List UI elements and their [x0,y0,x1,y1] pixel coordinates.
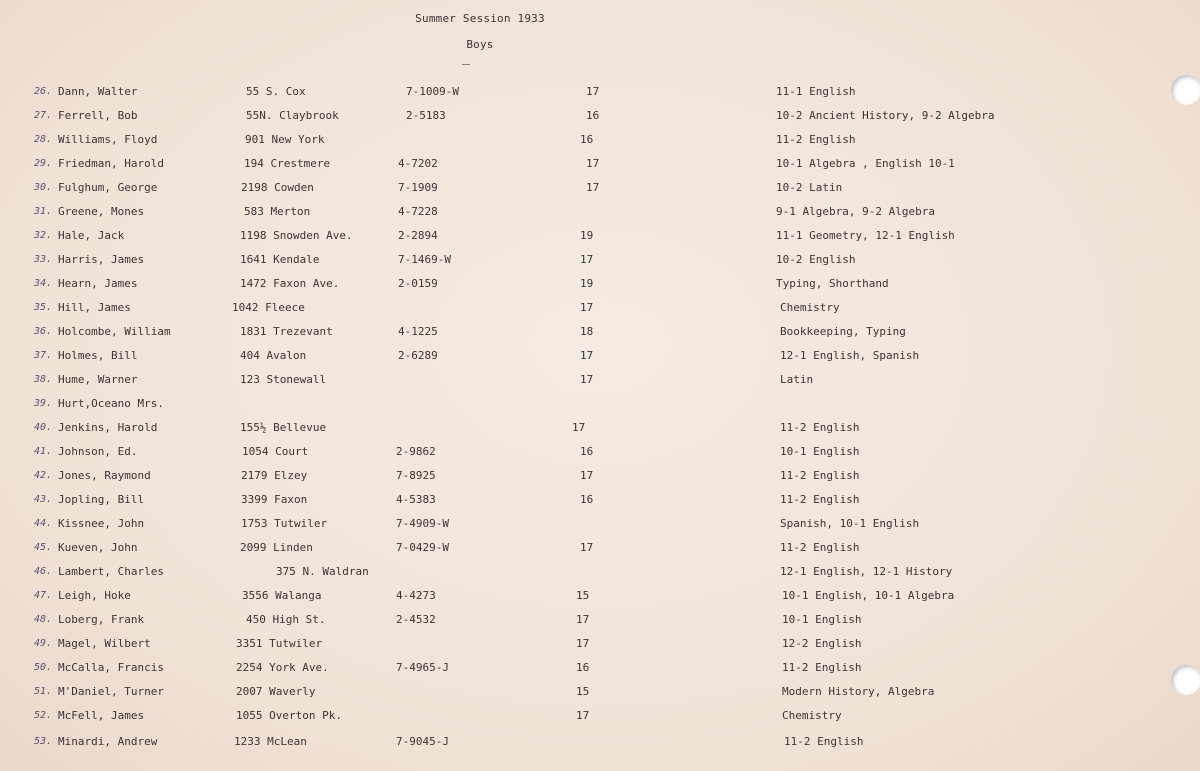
student-name: Holmes, Bill [58,349,138,362]
address: 583 Merton [244,205,311,218]
age: 16 [580,445,594,458]
table-row [0,276,1200,292]
address: 1641 Kendale [240,253,320,266]
subjects: 12-1 English, Spanish [780,349,920,362]
age: 17 [580,349,594,362]
table-row [0,348,1200,364]
student-name: Hurt,Oceano Mrs. [58,397,164,410]
address: 2198 Cowden [241,181,314,194]
phone-number: 2-2894 [398,229,438,242]
phone-number: 2-5183 [406,109,446,122]
age: 17 [580,253,594,266]
student-name: Loberg, Frank [58,613,145,626]
phone-number: 7-8925 [396,469,436,482]
student-name: Magel, Wilbert [58,637,151,650]
address: 450 High St. [246,613,326,626]
row-number: 32. [34,230,53,241]
row-number: 47. [34,590,53,601]
age: 17 [576,637,590,650]
phone-number: 4-7228 [398,205,438,218]
row-number: 45. [34,542,53,553]
page-title: Summer Session 1933 [415,12,545,25]
student-name: M'Daniel, Turner [58,685,164,698]
table-row [0,108,1200,124]
age: 17 [576,613,590,626]
row-number: 48. [34,614,53,625]
row-number: 51. [34,686,53,697]
age: 17 [580,301,594,314]
table-row [0,564,1200,580]
phone-number: 4-1225 [398,325,438,338]
age: 16 [586,109,600,122]
row-number: 52. [34,710,53,721]
row-number: 36. [34,326,53,337]
student-name: Greene, Mones [58,205,145,218]
row-number: 42. [34,470,53,481]
address: 375 N. Waldran [276,565,369,578]
subjects: 10-1 English [780,445,860,458]
age: 17 [586,157,600,170]
address: 1055 Overton Pk. [236,709,342,722]
subjects: 11-2 English [776,133,856,146]
row-number: 46. [34,566,53,577]
table-row [0,132,1200,148]
student-name: McCalla, Francis [58,661,164,674]
address: 1054 Court [242,445,309,458]
age: 19 [580,229,594,242]
punch-hole [1171,75,1200,105]
student-name: Kueven, John [58,541,138,554]
student-name: Jenkins, Harold [58,421,158,434]
phone-number: 7-1009-W [406,85,459,98]
address: 1042 Fleece [232,301,305,314]
student-name: Johnson, Ed. [58,445,138,458]
age: 18 [580,325,594,338]
address: 3399 Faxon [241,493,308,506]
subjects: Chemistry [782,709,842,722]
age: 17 [586,85,600,98]
age: 15 [576,685,590,698]
student-name: McFell, James [58,709,145,722]
phone-number: 4-5383 [396,493,436,506]
subjects: 10-1 English [782,613,862,626]
address: 2254 York Ave. [236,661,329,674]
table-row [0,708,1200,724]
address: 55 S. Cox [246,85,306,98]
table-row [0,612,1200,628]
subjects: Bookkeeping, Typing [780,325,906,338]
student-name: Hale, Jack [58,229,125,242]
table-row [0,684,1200,700]
phone-number: 7-4909-W [396,517,449,530]
table-row [0,540,1200,556]
subjects: Modern History, Algebra [782,685,935,698]
phone-number: 2-0159 [398,277,438,290]
table-row [0,252,1200,268]
student-name: Minardi, Andrew [58,735,158,748]
age: 16 [576,661,590,674]
subjects: 12-2 English [782,637,862,650]
row-number: 29. [34,158,53,169]
phone-number: 7-9045-J [396,735,449,748]
address: 1472 Faxon Ave. [240,277,340,290]
student-name: Hume, Warner [58,373,138,386]
age: 19 [580,277,594,290]
row-number: 30. [34,182,53,193]
student-name: Holcombe, William [58,325,171,338]
row-number: 44. [34,518,53,529]
address: 194 Crestmere [244,157,331,170]
row-number: 39. [34,398,53,409]
table-row [0,396,1200,412]
table-row [0,300,1200,316]
address: 1831 Trezevant [240,325,333,338]
address: 2007 Waverly [236,685,316,698]
table-row [0,156,1200,172]
student-name: Hearn, James [58,277,138,290]
student-name: Dann, Walter [58,85,138,98]
age: 17 [576,709,590,722]
header-dash [462,64,470,65]
address: 1753 Tutwiler [241,517,328,530]
age: 17 [580,541,594,554]
table-row [0,420,1200,436]
subjects: 11-2 English [784,735,864,748]
subjects: Chemistry [780,301,840,314]
address: 3556 Walanga [242,589,322,602]
table-row [0,636,1200,652]
row-number: 50. [34,662,53,673]
address: 1233 McLean [234,735,307,748]
age: 17 [586,181,600,194]
row-number: 35. [34,302,53,313]
row-number: 37. [34,350,53,361]
phone-number: 4-7202 [398,157,438,170]
subjects: 11-2 English [782,661,862,674]
student-name: Friedman, Harold [58,157,164,170]
subjects: 10-1 English, 10-1 Algebra [782,589,955,602]
table-row [0,468,1200,484]
table-row [0,228,1200,244]
age: 16 [580,493,594,506]
address: 1198 Snowden Ave. [240,229,353,242]
student-name: Harris, James [58,253,145,266]
address: 2099 Linden [240,541,313,554]
age: 15 [576,589,590,602]
phone-number: 2-9862 [396,445,436,458]
row-number: 49. [34,638,53,649]
subjects: 12-1 English, 12-1 History [780,565,953,578]
student-name: Fulghum, George [58,181,158,194]
table-row [0,84,1200,100]
row-number: 31. [34,206,53,217]
page-subtitle: Boys [466,38,494,51]
row-number: 53. [34,736,53,747]
age: 17 [572,421,586,434]
table-row [0,660,1200,676]
student-name: Jopling, Bill [58,493,145,506]
table-row [0,492,1200,508]
age: 17 [580,373,594,386]
student-name: Kissnee, John [58,517,145,530]
address: 2179 Elzey [241,469,308,482]
punch-hole [1171,665,1200,695]
table-row [0,516,1200,532]
phone-number: 7-4965-J [396,661,449,674]
phone-number: 7-1469-W [398,253,451,266]
student-name: Ferrell, Bob [58,109,138,122]
subjects: Typing, Shorthand [776,277,889,290]
address: 404 Avalon [240,349,307,362]
row-number: 38. [34,374,53,385]
row-number: 43. [34,494,53,505]
row-number: 40. [34,422,53,433]
phone-number: 2-4532 [396,613,436,626]
subjects: 10-1 Algebra , English 10-1 [776,157,955,170]
row-number: 33. [34,254,53,265]
address: 901 New York [245,133,325,146]
row-number: 27. [34,110,53,121]
subjects: 11-1 Geometry, 12-1 English [776,229,955,242]
student-name: Lambert, Charles [58,565,164,578]
row-number: 26. [34,86,53,97]
row-number: 28. [34,134,53,145]
phone-number: 4-4273 [396,589,436,602]
table-row [0,734,1200,750]
table-row [0,372,1200,388]
subjects: 10-2 English [776,253,856,266]
phone-number: 7-0429-W [396,541,449,554]
age: 16 [580,133,594,146]
student-name: Williams, Floyd [58,133,158,146]
table-row [0,444,1200,460]
table-row [0,588,1200,604]
phone-number: 7-1909 [398,181,438,194]
subjects: 11-2 English [780,469,860,482]
subjects: Spanish, 10-1 English [780,517,920,530]
address: 55N. Claybrook [246,109,339,122]
address: 123 Stonewall [240,373,327,386]
address: 155½ Bellevue [240,421,327,434]
table-row [0,204,1200,220]
row-number: 34. [34,278,53,289]
subjects: 11-2 English [780,421,860,434]
age: 17 [580,469,594,482]
subjects: 11-2 English [780,541,860,554]
subjects: Latin [780,373,814,386]
phone-number: 2-6289 [398,349,438,362]
table-row [0,324,1200,340]
row-number: 41. [34,446,53,457]
subjects: 10-2 Latin [776,181,843,194]
student-name: Leigh, Hoke [58,589,131,602]
subjects: 11-2 English [780,493,860,506]
student-name: Hill, James [58,301,131,314]
subjects: 10-2 Ancient History, 9-2 Algebra [776,109,995,122]
subjects: 11-1 English [776,85,856,98]
subjects: 9-1 Algebra, 9-2 Algebra [776,205,935,218]
table-row [0,180,1200,196]
student-name: Jones, Raymond [58,469,151,482]
address: 3351 Tutwiler [236,637,323,650]
